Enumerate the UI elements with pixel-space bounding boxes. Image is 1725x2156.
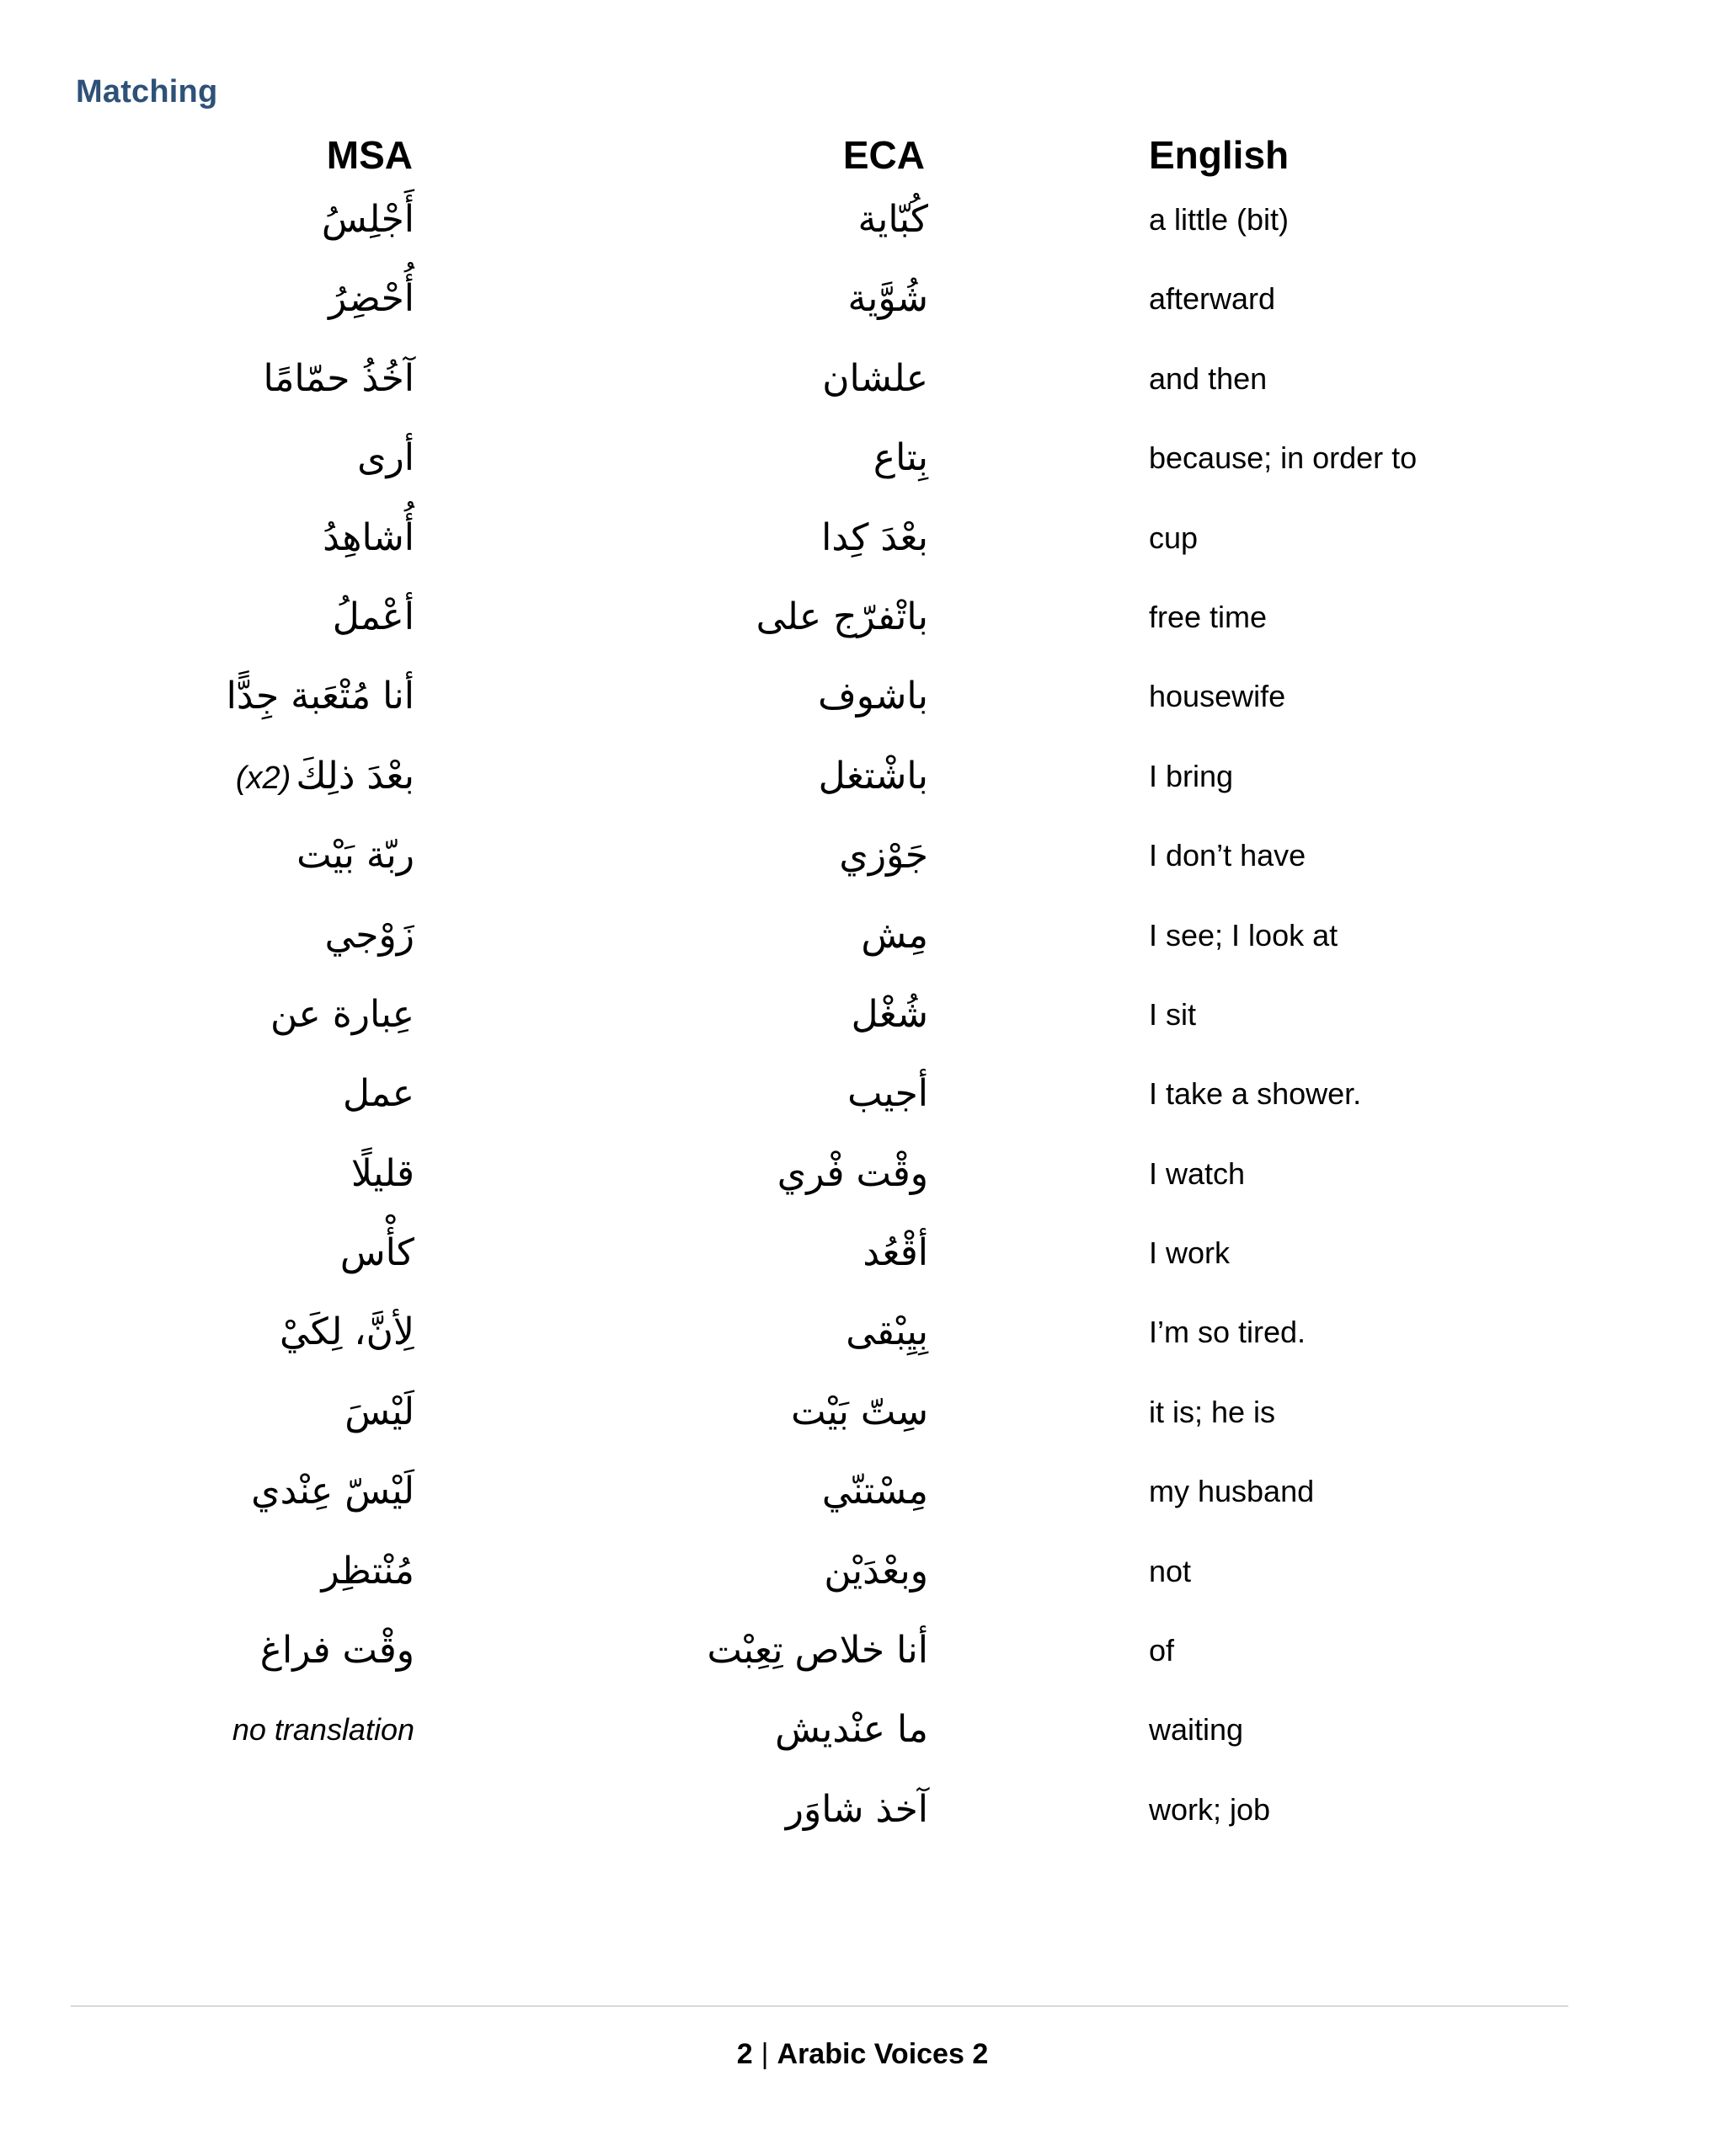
msa-item-text: لأن، لكي — [280, 1310, 414, 1354]
english-item: work; job — [1149, 1791, 1271, 1827]
section-heading: Matching — [76, 74, 218, 109]
eca-item: وبعدين — [824, 1549, 928, 1593]
msa-item-text: آخذ حماما — [263, 356, 414, 400]
msa-item-text: زوجي — [324, 913, 414, 957]
msa-item — [27, 579, 414, 659]
english-item: waiting — [1149, 1712, 1244, 1748]
column-header-eca: ECA — [842, 133, 925, 177]
eca-item: بتاع — [873, 436, 928, 480]
msa-column — [27, 182, 414, 1772]
footer-divider — [71, 2005, 1568, 2007]
eca-item: أنا خلاص تعبت — [707, 1629, 928, 1673]
msa-item-text: بعد ذلك — [296, 754, 414, 798]
eca-item: بيبقى — [846, 1310, 928, 1354]
msa-item — [27, 341, 414, 420]
msa-item — [27, 898, 414, 977]
msa-item — [27, 261, 414, 340]
msa-item-text: منتظر — [321, 1549, 414, 1593]
english-item: it is; he is — [1149, 1394, 1276, 1429]
msa-item-text: قليل — [350, 1151, 414, 1195]
page-footer — [0, 2038, 1725, 2071]
english-item: and then — [1149, 360, 1268, 396]
eca-item: باتفرج على — [756, 595, 928, 638]
msa-item — [27, 659, 414, 738]
msa-item-text: عبارة عن — [270, 992, 414, 1036]
eca-item: جوزي — [839, 834, 928, 878]
msa-item-text: أنا متعبة جدا — [226, 675, 414, 718]
msa-item-text: ليس عندي — [251, 1470, 414, 1513]
english-item: free time — [1149, 599, 1268, 634]
page-number: 2 — [736, 2038, 753, 2070]
eca-item: مستني — [821, 1470, 928, 1513]
msa-item — [27, 818, 414, 897]
english-item: I don’t have — [1149, 838, 1306, 873]
english-item: not — [1149, 1553, 1192, 1588]
english-item: I sit — [1149, 996, 1197, 1032]
eca-item: بعد كدا — [821, 515, 928, 559]
english-item: cup — [1149, 520, 1199, 555]
msa-item — [27, 1136, 414, 1215]
msa-item-text: كأس — [339, 1231, 414, 1275]
english-item: of — [1149, 1633, 1175, 1668]
english-column — [1149, 182, 1654, 1851]
eca-item: أجيب — [847, 1072, 928, 1116]
msa-item-text: أجلس — [321, 198, 414, 241]
eca-item: ما عنديش — [775, 1708, 928, 1752]
english-item: I’m so tired. — [1149, 1315, 1306, 1350]
english-item: a little (bit) — [1149, 202, 1290, 237]
eca-item: كباية — [857, 198, 928, 241]
english-item: because; in order to — [1149, 440, 1418, 476]
repeat-note: (x2) — [235, 760, 291, 796]
msa-item — [27, 182, 414, 261]
column-header-english: English — [1149, 133, 1290, 177]
msa-item — [27, 1215, 414, 1294]
msa-item — [27, 1294, 414, 1374]
msa-item — [27, 739, 414, 818]
msa-item-text: no translation — [232, 1712, 414, 1748]
english-item: I work — [1149, 1235, 1231, 1271]
english-item: housewife — [1149, 679, 1286, 714]
msa-item — [27, 500, 414, 579]
msa-item — [27, 1534, 414, 1613]
english-item: I see; I look at — [1149, 917, 1338, 953]
eca-item: علشان — [822, 356, 928, 400]
eca-column — [490, 182, 928, 1851]
english-item: I take a shower. — [1149, 1076, 1362, 1112]
eca-item: باشتغل — [818, 754, 928, 798]
eca-item: مش — [861, 913, 928, 957]
msa-item-text: أشاهد — [323, 515, 414, 559]
msa-item-text: ربة بيت — [296, 834, 414, 878]
eca-item: ست بيت — [791, 1390, 928, 1433]
footer-separator: | — [761, 2038, 769, 2070]
msa-item — [27, 1374, 414, 1454]
msa-item — [27, 1056, 414, 1135]
column-header-msa: MSA — [326, 133, 413, 177]
msa-item-text: أرى — [357, 436, 414, 480]
msa-item-no-translation — [27, 1692, 414, 1771]
book-title: Arabic Voices 2 — [777, 2038, 989, 2070]
msa-item-text: أعمل — [332, 595, 414, 638]
msa-item-text: ليس — [344, 1390, 414, 1433]
msa-item-text: وقت فراغ — [259, 1629, 414, 1673]
eca-item: شوية — [847, 277, 928, 321]
msa-item — [27, 977, 414, 1056]
english-item: I watch — [1149, 1155, 1246, 1191]
english-item: my husband — [1149, 1474, 1315, 1509]
eca-item: أقعد — [862, 1231, 928, 1275]
msa-item-text: أحضر — [328, 277, 414, 321]
msa-item — [27, 420, 414, 499]
eca-item: باشوف — [818, 675, 928, 718]
msa-item-text: عمل — [342, 1072, 414, 1116]
english-item: afterward — [1149, 281, 1276, 317]
eca-item: آخذ شاور — [785, 1787, 928, 1831]
msa-item — [27, 1454, 414, 1533]
english-item: I bring — [1149, 758, 1234, 793]
eca-item: شغل — [851, 992, 928, 1036]
eca-item: وقت فري — [777, 1151, 928, 1195]
msa-item — [27, 1613, 414, 1692]
